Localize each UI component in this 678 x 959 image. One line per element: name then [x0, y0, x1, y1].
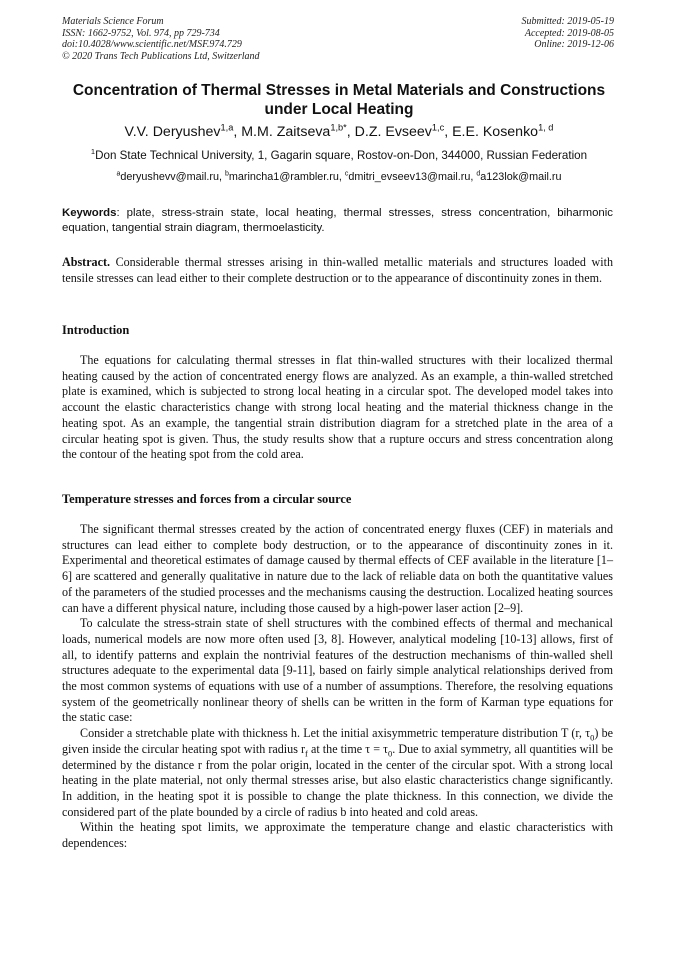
affiliation	[30, 148, 648, 163]
journal-info	[62, 16, 260, 62]
keywords-label: Keywords	[62, 207, 117, 219]
copyright-line: © 2020 Trans Tech Publications Ltd, Switzerland	[62, 50, 260, 62]
email-address[interactable]: a123lok@mail.ru	[480, 171, 562, 183]
paragraph: The significant thermal stresses created by the action of concentrated energy fluxes (CEF) in materials and structures can lead either to complete body destruction, or to the appearance of discontinuity zones in it. Experimental and theoretical estimates of damage caused by thermal effects of CEF available in the literature [1–6] are scattered and generally qualitative in nature due to the lack of reliable data on both the quantitative values of the parameters of the studied processes and the mechanisms causing the destruction. Localized heating sources can have a different physical nature, including those caused by a high-power laser action [2–9].	[62, 522, 613, 615]
section-heading: Temperature stresses and forces from a circular source	[62, 492, 352, 506]
accepted-date: Accepted: 2019-08-05	[524, 27, 614, 39]
email-mark: a	[116, 170, 121, 178]
separator: ,	[346, 124, 355, 140]
keywords	[62, 206, 613, 236]
separator: ,	[233, 124, 242, 140]
email-address[interactable]: marincha1@rambler.ru	[228, 171, 339, 183]
abstract-label: Abstract.	[62, 255, 111, 269]
submission-dates	[522, 16, 615, 51]
introduction-heading: Introduction	[62, 323, 130, 337]
email-mark: d	[476, 170, 481, 178]
author-affil-mark: 1,c	[431, 122, 445, 133]
keywords-text: : plate, stress-strain state, local heating, thermal stresses, stress concentration, biharmonic equation, tangential strain diagram, thermoelasticity.	[62, 207, 613, 234]
online-date: Online: 2019-12-06	[534, 39, 614, 51]
submitted-date: Submitted: 2019-05-19	[521, 16, 614, 27]
email-address[interactable]: dmitri_evseev13@mail.ru	[348, 171, 471, 183]
separator: ,	[444, 124, 453, 140]
paragraph	[62, 726, 613, 820]
separator: ,	[470, 171, 477, 183]
title-line-2: under Local Heating	[264, 101, 414, 118]
affiliation-mark: 1	[90, 147, 96, 157]
doi-line: doi:10.4028/www.scientific.net/MSF.974.729	[62, 39, 242, 51]
abstract	[62, 255, 613, 286]
text-run: Consider a stretchable plate with thickness h. Let the initial axisymmetric temperature distribution T (r, τ	[80, 726, 591, 741]
text-run: ) be given inside the circular heating spot with radius r	[62, 726, 614, 756]
author-affil-mark: 1,a	[220, 122, 234, 133]
paper-title	[40, 81, 638, 119]
section-body	[62, 522, 613, 852]
paragraph: To calculate the stress-strain state of shell structures with the combined effects of thermal and mechanical loads, numerical models are now more often used [3, 8]. However, analytical modeling [10-13] allows, first of all, to identify patterns and explain the nontrivial features of the destruction mechanisms of thin-walled shell structures adequate to the experimental data [9-11], based on fairly simple analytical relationships derived from the most common systems of equations with use of a number of assumptions. Therefore, the resolving equations system of the geometrically nonlinear theory of shells can be written in the form of Karman type equations for the static case:	[62, 616, 613, 725]
subscript: 0	[590, 732, 595, 743]
email-address[interactable]: deryushevv@mail.ru	[120, 171, 219, 183]
title-line-1: Concentration of Thermal Stresses in Metal Materials and Constructions	[72, 82, 606, 99]
author-list	[30, 123, 648, 141]
email-mark: c	[344, 170, 349, 178]
abstract-text: Considerable thermal stresses arising in thin-walled metallic materials and structures loaded with tensile stresses can lead either to their complete destruction or to the appearance of discontinuity zones in them.	[62, 255, 613, 285]
introduction-paragraph: The equations for calculating thermal stresses in flat thin-walled structures with their localized thermal heating caused by the action of concentrated energy flows are analyzed. As an example, a thin-walled stretched plate is examined, which is subjected to strong local heating in a circular spot. The developed model takes into account the elastic characteristics change with strong local heating and the material thickness change in the heating spot. As an example, the tangential strain distribution diagram for a stretched plate in the area of a circular heating spot is given. Thus, the study results show that a rupture occurs and stress concentration along the contour of the heating spot from the cold area.	[62, 353, 613, 462]
journal-name: Materials Science Forum	[62, 16, 164, 27]
text-run: . Due to axial symmetry, all quantities will be determined by the distance r from the polar origin, located in the center of the circular spot. With a strong local heating in the plate material, not only thermal stresses arise, but also elastic characteristics change significantly. In addition, in the heating spot it is possible to change the plate thickness. In this connection, we divide the considered part of the plate bounded by a circle of radius b into heated and cold areas.	[62, 741, 613, 819]
email-mark: b	[225, 170, 229, 178]
paragraph: Within the heating spot limits, we approximate the temperature change and elastic characteristics with dependences:	[62, 820, 613, 851]
separator: ,	[338, 171, 345, 183]
email-list	[30, 170, 648, 184]
author-affil-mark: 1,b*	[330, 122, 347, 133]
issn-line: ISSN: 1662-9752, Vol. 974, pp 729-734	[62, 27, 220, 39]
subscript: f	[305, 748, 308, 759]
author-name: M.M. Zaitseva	[241, 124, 331, 140]
author-name: E.E. Kosenko	[452, 124, 539, 140]
separator: ,	[219, 171, 225, 183]
subscript: 0	[387, 748, 393, 759]
author-affil-mark: 1, d	[538, 122, 554, 133]
text-run: at the time τ = τ	[307, 741, 388, 756]
author-name: V.V. Deryushev	[124, 124, 221, 140]
author-name: D.Z. Evseev	[354, 124, 432, 140]
affiliation-text: Don State Technical University, 1, Gagarin square, Rostov-on-Don, 344000, Russian Federation	[95, 149, 588, 162]
